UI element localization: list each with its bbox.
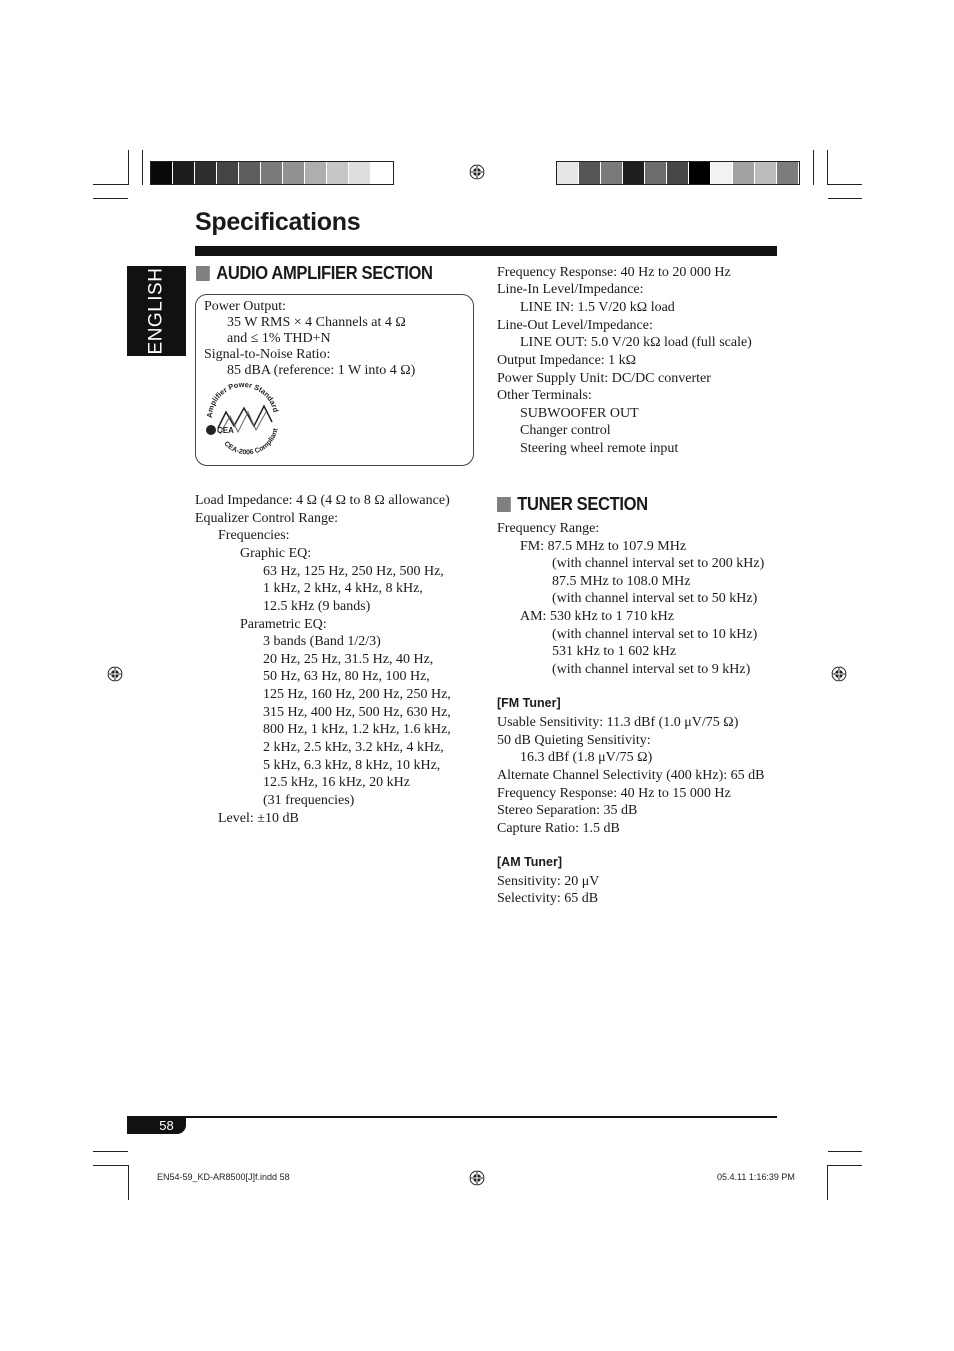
spec-line: LINE IN: 1.5 V/20 kΩ load <box>520 300 675 315</box>
spec-line: Output Impedance: 1 kΩ <box>497 353 637 368</box>
spec-line: 20 Hz, 25 Hz, 31.5 Hz, 40 Hz, <box>263 652 434 667</box>
title-rule <box>195 246 777 256</box>
spec-line: (31 frequencies) <box>263 793 355 808</box>
language-tab-label: ENGLISH <box>145 267 167 355</box>
spec-line: AM: 530 kHz to 1 710 kHz <box>520 609 674 624</box>
crop-mark <box>828 1165 862 1166</box>
registration-mark-icon <box>831 666 847 682</box>
crop-mark <box>93 1151 128 1152</box>
spec-line: Graphic EQ: <box>240 546 312 561</box>
file-name: EN54-59_KD-AR8500[J]f.indd 58 <box>157 1172 290 1182</box>
color-swatch <box>601 162 623 184</box>
spec-line: Other Terminals: <box>497 388 592 403</box>
spec-line: (with channel interval set to 200 kHz) <box>552 556 765 571</box>
color-swatch <box>195 162 217 184</box>
section-square-icon <box>196 266 210 281</box>
registration-mark-icon <box>469 164 485 180</box>
crop-mark <box>93 184 128 185</box>
spec-line: 87.5 MHz to 108.0 MHz <box>552 574 691 589</box>
color-swatch <box>261 162 283 184</box>
spec-line: 12.5 kHz (9 bands) <box>263 599 371 614</box>
spec-line: 3 bands (Band 1/2/3) <box>263 634 381 649</box>
spec-line: Frequency Response: 40 Hz to 15 000 Hz <box>497 786 731 801</box>
logo-brand: CEA <box>217 426 234 435</box>
crop-mark <box>827 1165 828 1200</box>
spec-line: 50 dB Quieting Sensitivity: <box>497 733 651 748</box>
spec-line: 50 Hz, 63 Hz, 80 Hz, 100 Hz, <box>263 669 430 684</box>
logo-arc-text: Amplifier Power Standard <box>204 382 281 419</box>
registration-mark-icon <box>107 666 123 682</box>
spec-line: LINE OUT: 5.0 V/20 kΩ load (full scale) <box>520 335 752 350</box>
crop-mark <box>142 150 143 185</box>
spec-line: Signal-to-Noise Ratio: <box>204 347 331 362</box>
color-swatch <box>579 162 601 184</box>
page-title: Specifications <box>195 208 361 236</box>
spec-line: 531 kHz to 1 602 kHz <box>552 644 677 659</box>
spec-line: 16.3 dBf (1.8 μV/75 Ω) <box>520 750 653 765</box>
spec-line: Steering wheel remote input <box>520 441 679 456</box>
color-swatch <box>645 162 667 184</box>
page-number: 58 <box>127 1117 186 1134</box>
registration-mark-icon <box>469 1170 485 1186</box>
crop-mark <box>128 150 129 185</box>
spec-line: Equalizer Control Range: <box>195 511 339 526</box>
color-swatch <box>755 162 777 184</box>
color-swatch <box>557 162 579 184</box>
spec-line: (with channel interval set to 9 kHz) <box>552 662 751 677</box>
audio-amplifier-heading-text: AUDIO AMPLIFIER SECTION <box>216 263 433 283</box>
spec-line: FM: 87.5 MHz to 107.9 MHz <box>520 539 687 554</box>
crop-mark <box>813 150 814 185</box>
language-tab <box>127 266 186 356</box>
color-swatch <box>217 162 239 184</box>
crop-mark <box>828 1151 862 1152</box>
spec-line: Capture Ratio: 1.5 dB <box>497 821 620 836</box>
color-swatch <box>239 162 261 184</box>
tuner-heading <box>497 494 648 515</box>
color-swatch <box>371 162 393 184</box>
spec-line: Power Supply Unit: DC/DC converter <box>497 371 711 386</box>
color-swatch <box>173 162 195 184</box>
color-swatch <box>349 162 371 184</box>
spec-line: 5 kHz, 6.3 kHz, 8 kHz, 10 kHz, <box>263 758 441 773</box>
audio-amplifier-heading <box>196 263 433 284</box>
fm-tuner-heading: [FM Tuner] <box>497 696 561 710</box>
spec-line: Usable Sensitivity: 11.3 dBf (1.0 μV/75 Ω) <box>497 715 739 730</box>
spec-line: Frequency Range: <box>497 521 600 536</box>
crop-mark <box>827 150 828 185</box>
spec-line: Load Impedance: 4 Ω (4 Ω to 8 Ω allowance) <box>195 493 450 508</box>
spec-line: 63 Hz, 125 Hz, 250 Hz, 500 Hz, <box>263 564 444 579</box>
color-swatch <box>711 162 733 184</box>
color-swatch <box>151 162 173 184</box>
spec-line: Alternate Channel Selectivity (400 kHz): 65 dB <box>497 768 765 783</box>
spec-line: Line-In Level/Impedance: <box>497 282 644 297</box>
spec-line: 35 W RMS × 4 Channels at 4 Ω <box>227 315 406 330</box>
print-timestamp: 05.4.11 1:16:39 PM <box>717 1172 795 1182</box>
spec-line: Line-Out Level/Impedance: <box>497 318 653 333</box>
spec-line: (with channel interval set to 10 kHz) <box>552 627 758 642</box>
spec-line: 2 kHz, 2.5 kHz, 3.2 kHz, 4 kHz, <box>263 740 444 755</box>
spec-line: and ≤ 1% THD+N <box>227 331 331 346</box>
crop-mark <box>128 1165 129 1200</box>
color-bar-right <box>556 161 800 185</box>
color-bar-left <box>150 161 394 185</box>
color-swatch <box>733 162 755 184</box>
crop-mark <box>93 1165 128 1166</box>
spec-line: Frequencies: <box>218 528 290 543</box>
crop-mark <box>828 198 862 199</box>
crop-mark <box>828 184 862 185</box>
crop-mark <box>93 198 128 199</box>
spec-line: SUBWOOFER OUT <box>520 406 639 421</box>
am-tuner-heading: [AM Tuner] <box>497 855 563 869</box>
spec-line: 315 Hz, 400 Hz, 500 Hz, 630 Hz, <box>263 705 451 720</box>
spec-line: Changer control <box>520 423 611 438</box>
color-swatch <box>283 162 305 184</box>
section-square-icon <box>497 497 511 512</box>
spec-line: 1 kHz, 2 kHz, 4 kHz, 8 kHz, <box>263 581 423 596</box>
spec-line: 125 Hz, 160 Hz, 200 Hz, 250 Hz, <box>263 687 451 702</box>
spec-line: Selectivity: 65 dB <box>497 891 599 906</box>
color-swatch <box>777 162 799 184</box>
spec-line: 12.5 kHz, 16 kHz, 20 kHz <box>263 775 410 790</box>
footer-rule <box>127 1116 777 1118</box>
spec-line: Frequency Response: 40 Hz to 20 000 Hz <box>497 265 731 280</box>
spec-line: Level: ±10 dB <box>218 811 299 826</box>
spec-line: Sensitivity: 20 μV <box>497 874 600 889</box>
spec-line: 800 Hz, 1 kHz, 1.2 kHz, 1.6 kHz, <box>263 722 451 737</box>
color-swatch <box>667 162 689 184</box>
color-swatch <box>305 162 327 184</box>
spec-line: 85 dBA (reference: 1 W into 4 Ω) <box>227 363 416 378</box>
color-swatch <box>623 162 645 184</box>
cea-2006-logo <box>200 382 286 462</box>
color-swatch <box>327 162 349 184</box>
spec-line: Power Output: <box>204 299 287 314</box>
spec-line: Parametric EQ: <box>240 617 327 632</box>
spec-line: (with channel interval set to 50 kHz) <box>552 591 758 606</box>
tuner-heading-text: TUNER SECTION <box>517 494 648 514</box>
spec-line: Stereo Separation: 35 dB <box>497 803 638 818</box>
color-swatch <box>689 162 711 184</box>
logo-bottom-text: CEA-2006 Compliant <box>222 427 280 457</box>
